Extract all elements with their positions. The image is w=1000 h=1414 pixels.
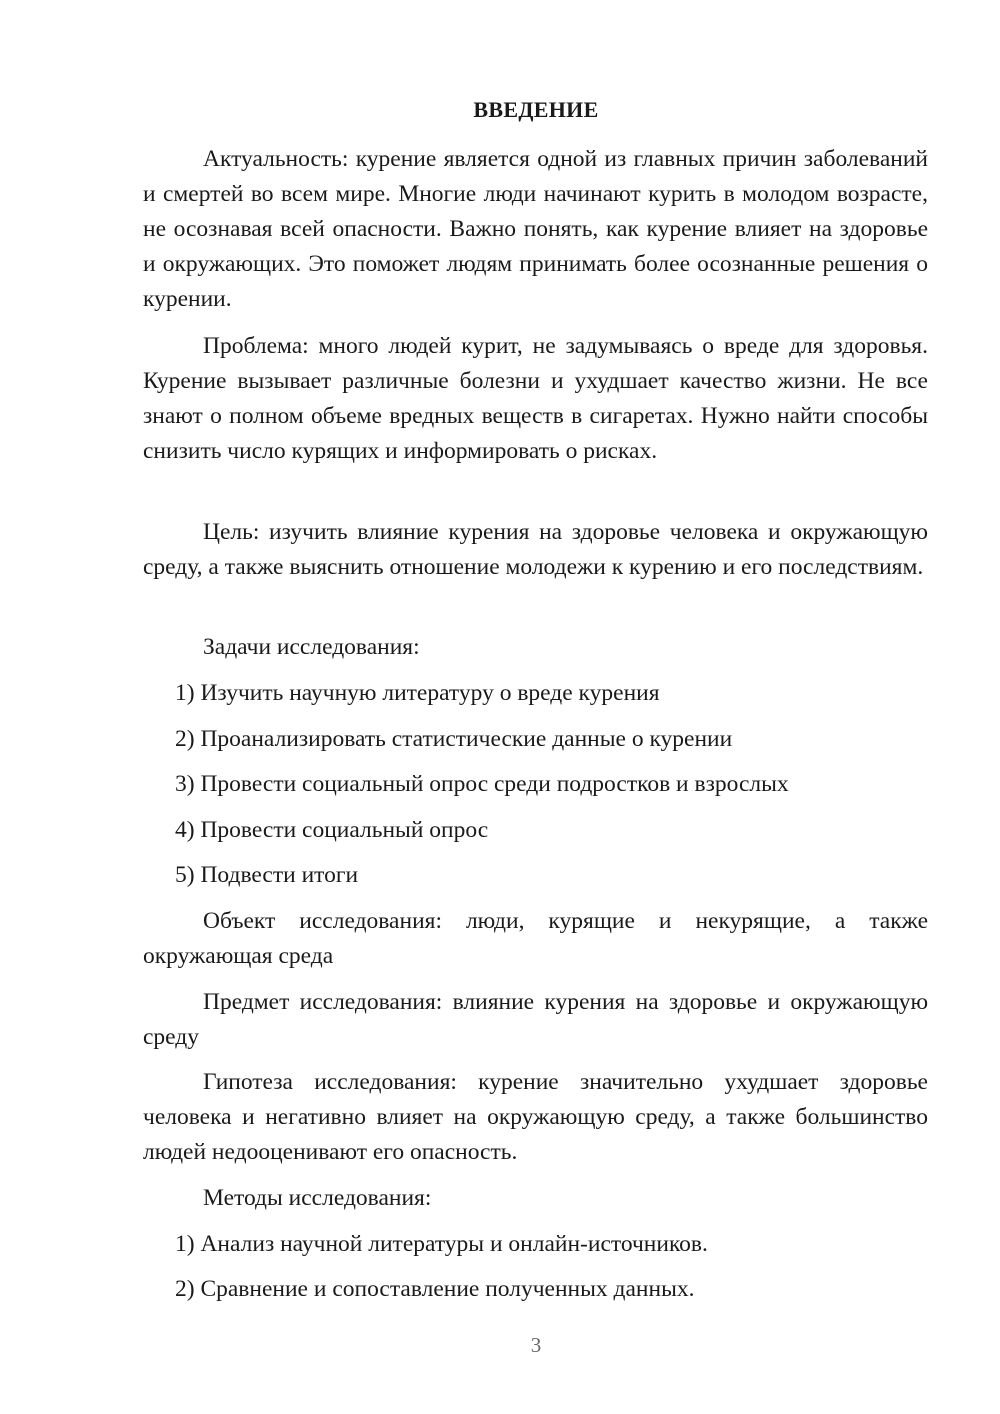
method-item: 2) Сравнение и сопоставление полученных данных.: [175, 1276, 695, 1302]
task-item: 2) Проанализировать статистические данные о курении: [175, 726, 733, 752]
methods-heading: Методы исследования:: [203, 1185, 432, 1211]
relevance-paragraph: Актуальность: курение является одной из главных причин заболеваний и смертей во всем мире. Многие люди начинают курить в молодом возрасте, не осознавая всей опасности. Важно понять, как курение влияет на здоровье и окружающих. Это поможет людям принимать более осознанные решения о курении.: [143, 146, 928, 312]
tasks-heading: Задачи исследования:: [203, 634, 420, 660]
hypothesis-paragraph: Гипотеза исследования: курение значительно ухудшает здоровье человека и негативно влияет на окружающую среду, а также большинство людей недооценивают его опасность.: [143, 1069, 928, 1165]
goal-paragraph: Цель: изучить влияние курения на здоровье человека и окружающую среду, а также выяснить отношение молодежи к курению и его последствиям.: [143, 519, 928, 580]
page-title: ВВЕДЕНИЕ: [473, 97, 599, 122]
page-number: 3: [530, 1333, 542, 1357]
method-item: 1) Анализ научной литературы и онлайн-источников.: [175, 1231, 708, 1257]
problem-paragraph: Проблема: много людей курит, не задумываясь о вреде для здоровья. Курение вызывает различные болезни и ухудшает качество жизни. Не все знают о полном объеме вредных веществ в сигаретах. Нужно найти способы снизить число курящих и информировать о рисках.: [143, 333, 928, 464]
task-item: 5) Подвести итоги: [175, 862, 359, 888]
subject-paragraph: Предмет исследования: влияние курения на здоровье и окружающую среду: [143, 989, 928, 1050]
task-item: 1) Изучить научную литературу о вреде курения: [175, 680, 660, 706]
task-item: 4) Провести социальный опрос: [175, 817, 489, 843]
object-paragraph: Объект исследования: люди, курящие и некурящие, а также окружающая среда: [143, 908, 928, 969]
task-item: 3) Провести социальный опрос среди подростков и взрослых: [175, 771, 789, 797]
